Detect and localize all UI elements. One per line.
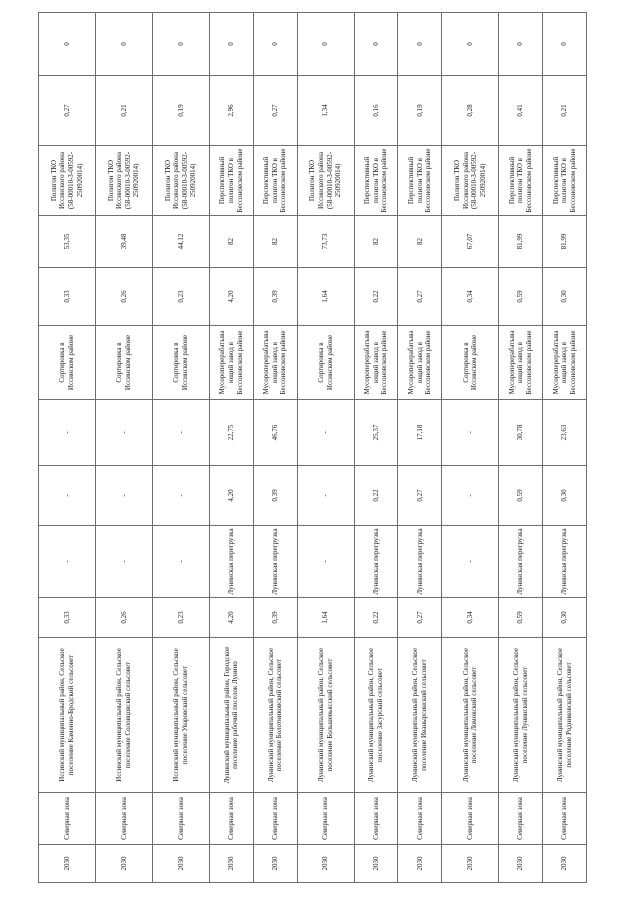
transfer-mass-cell: -	[442, 466, 499, 526]
mass-cell: 0,27	[398, 598, 442, 638]
disposal-mass-cell: 0,41	[499, 76, 543, 146]
transfer-facility-cell: -	[39, 526, 96, 598]
processing-mass-cell: 0,26	[95, 268, 152, 326]
zone-cell: Северная зона	[354, 793, 398, 845]
transfer-distance-cell: -	[442, 400, 499, 466]
table-row	[39, 13, 96, 883]
year-cell: 2030	[253, 845, 297, 883]
mass-cell: 1,64	[297, 598, 354, 638]
residual-mass-cell: 0	[209, 13, 253, 76]
processing-facility-cell: Сортировка в Иссинском районе	[152, 326, 209, 400]
table-row	[95, 13, 152, 883]
disposal-facility-cell: Полигон ТКО Иссинского района (58-00010-З-00592-250920014)	[39, 146, 96, 216]
zone-cell: Северная зона	[253, 793, 297, 845]
disposal-distance-cell: 81,99	[543, 216, 587, 268]
residual-mass-cell: 0	[499, 13, 543, 76]
table-row	[543, 13, 587, 883]
zone-cell: Северная зона	[209, 793, 253, 845]
mass-cell: 0,33	[39, 598, 96, 638]
disposal-distance-cell: 82	[354, 216, 398, 268]
disposal-distance-cell: 73,73	[297, 216, 354, 268]
transfer-mass-cell: 0,39	[253, 466, 297, 526]
year-cell: 2030	[95, 845, 152, 883]
zone-cell: Северная зона	[499, 793, 543, 845]
transfer-distance-cell: 17,18	[398, 400, 442, 466]
processing-facility-cell: Сортировка в Иссинском районе	[442, 326, 499, 400]
disposal-facility-cell: Перспективный полигон ТКО в Бессоновском районе	[354, 146, 398, 216]
area-cell: Лунинский муниципальный район, Сельское поселение Засурский сельсовет	[354, 638, 398, 793]
disposal-distance-cell: 44,12	[152, 216, 209, 268]
transfer-distance-cell: 23,63	[543, 400, 587, 466]
zone-cell: Северная зона	[95, 793, 152, 845]
processing-facility-cell: Мусороперерабатывающий завод в Бессоновском районе	[209, 326, 253, 400]
table-row	[152, 13, 209, 883]
transfer-facility-cell: Лунинская перегрузка	[543, 526, 587, 598]
processing-facility-cell: Мусороперерабатывающий завод в Бессоновском районе	[543, 326, 587, 400]
disposal-mass-cell: 1,34	[297, 76, 354, 146]
transfer-mass-cell: -	[95, 466, 152, 526]
mass-cell: 0,23	[152, 598, 209, 638]
mass-cell: 0,59	[499, 598, 543, 638]
disposal-facility-cell: Полигон ТКО Иссинского района (58-00010-З-00592-250920014)	[297, 146, 354, 216]
disposal-facility-cell: Полигон ТКО Иссинского района (58-00010-З-00592-250920014)	[152, 146, 209, 216]
processing-facility-cell: Мусороперерабатывающий завод в Бессоновском районе	[398, 326, 442, 400]
transfer-facility-cell: Лунинская перегрузка	[253, 526, 297, 598]
transfer-facility-cell: Лунинская перегрузка	[398, 526, 442, 598]
year-cell: 2030	[499, 845, 543, 883]
mass-cell: 0,30	[543, 598, 587, 638]
mass-cell: 4,20	[209, 598, 253, 638]
area-cell: Лунинский муниципальный район, Городское поселение рабочий поселок Лунино	[209, 638, 253, 793]
table-row	[297, 13, 354, 883]
residual-mass-cell: 0	[398, 13, 442, 76]
transfer-facility-cell: Лунинская перегрузка	[209, 526, 253, 598]
residual-mass-cell: 0	[543, 13, 587, 76]
disposal-distance-cell: 82	[209, 216, 253, 268]
processing-mass-cell: 0,39	[253, 268, 297, 326]
processing-facility-cell: Мусороперерабатывающий завод в Бессоновском районе	[499, 326, 543, 400]
transfer-facility-cell: -	[95, 526, 152, 598]
residual-mass-cell: 0	[354, 13, 398, 76]
disposal-facility-cell: Перспективный полигон ТКО в Бессоновском районе	[543, 146, 587, 216]
area-cell: Иссинский муниципальный район, Сельское поселение Уваровский сельсовет	[152, 638, 209, 793]
transfer-distance-cell: 22,75	[209, 400, 253, 466]
disposal-facility-cell: Перспективный полигон ТКО в Бессоновском районе	[398, 146, 442, 216]
residual-mass-cell: 0	[39, 13, 96, 76]
area-cell: Лунинский муниципальный район, Сельское поселение Большевьясский сельсовет	[297, 638, 354, 793]
mass-cell: 0,26	[95, 598, 152, 638]
zone-cell: Северная зона	[442, 793, 499, 845]
disposal-mass-cell: 0,19	[152, 76, 209, 146]
waste-flow-table	[38, 12, 587, 883]
transfer-mass-cell: 0,22	[354, 466, 398, 526]
processing-mass-cell: 0,59	[499, 268, 543, 326]
disposal-mass-cell: 0,27	[39, 76, 96, 146]
transfer-distance-cell: 25,37	[354, 400, 398, 466]
zone-cell: Северная зона	[297, 793, 354, 845]
mass-cell: 0,22	[354, 598, 398, 638]
residual-mass-cell: 0	[297, 13, 354, 76]
disposal-mass-cell: 0,27	[253, 76, 297, 146]
area-cell: Лунинский муниципальный район, Сельское поселение Ломовский сельсовет	[442, 638, 499, 793]
disposal-mass-cell: 0,16	[354, 76, 398, 146]
area-cell: Иссинский муниципальный район, Сельское поселение Соловцовский сельсовет	[95, 638, 152, 793]
year-cell: 2030	[152, 845, 209, 883]
transfer-mass-cell: -	[297, 466, 354, 526]
disposal-facility-cell: Перспективный полигон ТКО в Бессоновском районе	[499, 146, 543, 216]
transfer-facility-cell: Лунинская перегрузка	[499, 526, 543, 598]
year-cell: 2030	[354, 845, 398, 883]
zone-cell: Северная зона	[543, 793, 587, 845]
processing-facility-cell: Сортировка в Иссинском районе	[95, 326, 152, 400]
disposal-distance-cell: 53,35	[39, 216, 96, 268]
disposal-distance-cell: 39,48	[95, 216, 152, 268]
transfer-mass-cell: 0,59	[499, 466, 543, 526]
residual-mass-cell: 0	[152, 13, 209, 76]
year-cell: 2030	[297, 845, 354, 883]
year-cell: 2030	[543, 845, 587, 883]
transfer-mass-cell: -	[152, 466, 209, 526]
disposal-mass-cell: 0,19	[398, 76, 442, 146]
transfer-facility-cell: -	[442, 526, 499, 598]
disposal-mass-cell: 0,21	[543, 76, 587, 146]
disposal-facility-cell: Перспективный полигон ТКО в Бессоновском районе	[253, 146, 297, 216]
disposal-mass-cell: 2,96	[209, 76, 253, 146]
processing-facility-cell: Мусороперерабатывающий завод в Бессоновском районе	[253, 326, 297, 400]
zone-cell: Северная зона	[39, 793, 96, 845]
table-body	[39, 13, 587, 883]
transfer-mass-cell: 4,20	[209, 466, 253, 526]
transfer-mass-cell: -	[39, 466, 96, 526]
transfer-mass-cell: 0,27	[398, 466, 442, 526]
transfer-facility-cell: Лунинская перегрузка	[354, 526, 398, 598]
year-cell: 2030	[442, 845, 499, 883]
area-cell: Лунинский муниципальный район, Сельское поселение Болотниковский сельсовет	[253, 638, 297, 793]
table-row	[442, 13, 499, 883]
zone-cell: Северная зона	[398, 793, 442, 845]
year-cell: 2030	[398, 845, 442, 883]
disposal-mass-cell: 0,21	[95, 76, 152, 146]
year-cell: 2030	[39, 845, 96, 883]
processing-mass-cell: 0,27	[398, 268, 442, 326]
transfer-distance-cell: -	[95, 400, 152, 466]
transfer-distance-cell: -	[297, 400, 354, 466]
processing-facility-cell: Мусороперерабатывающий завод в Бессоновском районе	[354, 326, 398, 400]
area-cell: Иссинский муниципальный район, Сельское поселение Каменно-Бродский сельсовет	[39, 638, 96, 793]
disposal-distance-cell: 82	[253, 216, 297, 268]
table-row	[209, 13, 253, 883]
rotated-page	[38, 13, 587, 883]
disposal-distance-cell: 81,99	[499, 216, 543, 268]
transfer-distance-cell: 46,76	[253, 400, 297, 466]
zone-cell: Северная зона	[152, 793, 209, 845]
residual-mass-cell: 0	[442, 13, 499, 76]
residual-mass-cell: 0	[95, 13, 152, 76]
disposal-mass-cell: 0,28	[442, 76, 499, 146]
area-cell: Лунинский муниципальный район, Сельское поселение Родниковский сельсовет	[543, 638, 587, 793]
processing-facility-cell: Сортировка в Иссинском районе	[39, 326, 96, 400]
transfer-facility-cell: -	[297, 526, 354, 598]
transfer-distance-cell: 30,78	[499, 400, 543, 466]
year-cell: 2030	[209, 845, 253, 883]
transfer-distance-cell: -	[39, 400, 96, 466]
table-row	[253, 13, 297, 883]
processing-mass-cell: 0,22	[354, 268, 398, 326]
disposal-distance-cell: 67,07	[442, 216, 499, 268]
disposal-facility-cell: Перспективный полигон ТКО в Бессоновском районе	[209, 146, 253, 216]
residual-mass-cell: 0	[253, 13, 297, 76]
mass-cell: 0,39	[253, 598, 297, 638]
table-row	[398, 13, 442, 883]
transfer-mass-cell: 0,30	[543, 466, 587, 526]
processing-mass-cell: 0,33	[39, 268, 96, 326]
area-cell: Лунинский муниципальный район, Сельское поселение Лунинский сельсовет	[499, 638, 543, 793]
disposal-facility-cell: Полигон ТКО Иссинского района (58-00010-З-00592-250920014)	[95, 146, 152, 216]
processing-mass-cell: 4,20	[209, 268, 253, 326]
processing-mass-cell: 0,23	[152, 268, 209, 326]
table-row	[354, 13, 398, 883]
disposal-distance-cell: 82	[398, 216, 442, 268]
disposal-facility-cell: Полигон ТКО Иссинского района (58-00010-З-00592-250920014)	[442, 146, 499, 216]
mass-cell: 0,34	[442, 598, 499, 638]
area-cell: Лунинский муниципальный район, Сельское поселение Иванырсинский сельсовет	[398, 638, 442, 793]
table-row	[499, 13, 543, 883]
transfer-distance-cell: -	[152, 400, 209, 466]
processing-facility-cell: Сортировка в Иссинском районе	[297, 326, 354, 400]
processing-mass-cell: 0,30	[543, 268, 587, 326]
processing-mass-cell: 0,34	[442, 268, 499, 326]
processing-mass-cell: 1,64	[297, 268, 354, 326]
transfer-facility-cell: -	[152, 526, 209, 598]
